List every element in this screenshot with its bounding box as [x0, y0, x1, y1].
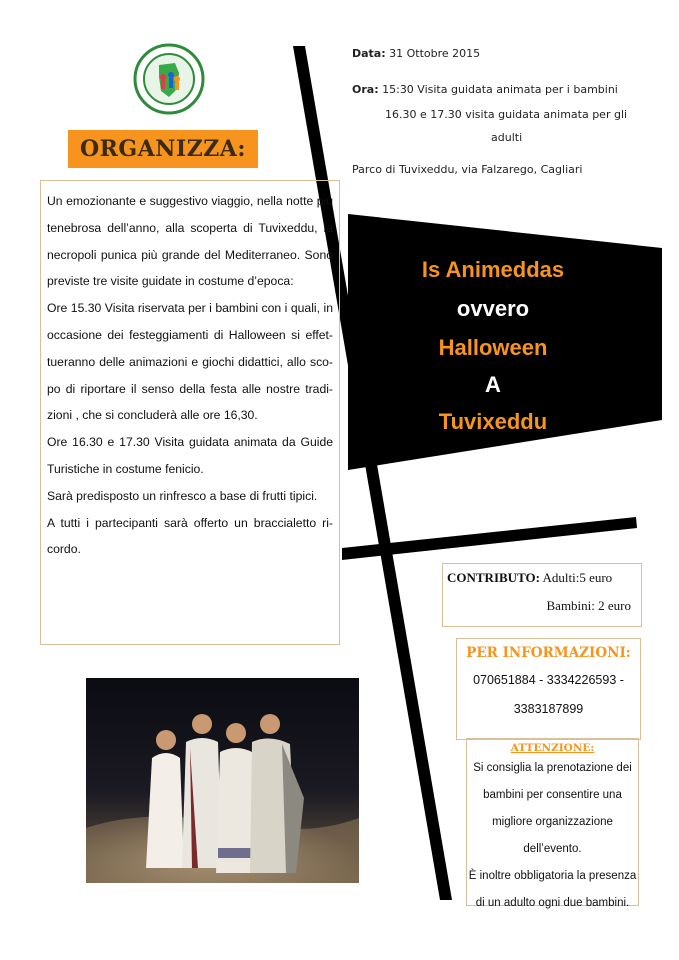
title-line-4: A: [485, 372, 501, 397]
intro-paragraph: Ore 15.30 Visita riservata per i bambini con i quali, in occasione dei festeggiamenti di Halloween si effet-tueranno delle animazioni e giochi didattici, allo sco-po di riportare il senso della festa alle nostre tradi-zioni , che si concluderà alle ore 16,30.: [47, 301, 333, 423]
attenzione-title: ATTENZIONE:: [510, 742, 595, 754]
event-photo: [86, 678, 359, 883]
attenzione-line: Si consiglia la prenotazione dei: [473, 762, 632, 774]
intro-paragraph: Sarà predisposto un rinfresco a base di frutti tipici.: [47, 488, 318, 503]
date-label: Data:: [352, 47, 386, 60]
association-logo-icon: [133, 43, 205, 115]
contributo-adulti: Adulti:5 euro: [542, 570, 613, 585]
attenzione-box: [466, 738, 639, 909]
intro-paragraph: A tutti i partecipanti sarà offerto un braccialetto ri-cordo.: [47, 515, 333, 557]
logo: [133, 43, 205, 115]
attenzione-line: bambini per consentire una: [483, 789, 622, 801]
info-box: [456, 638, 641, 740]
info-phones-1: 070651884 - 3334226593 -: [473, 673, 624, 687]
event-place: Parco di Tuvixeddu, via Falzarego, Cagliari: [352, 163, 583, 176]
intro-box: [40, 180, 340, 645]
intro-paragraph: Ore 16.30 e 17.30 Visita guidata animata da Guide Turistiche in costume fenicio.: [47, 435, 333, 476]
attenzione-line: migliore organizzazione dell’evento.: [492, 816, 613, 855]
intro-paragraph: Un emozionante e suggestivo viaggio, nella notte più tenebrosa dell’anno, alla scoperta di Tuvixeddu, la necropoli punica più grande del Mediterraneo. Sono previste tre visite guidate in costume d’epoca:: [47, 194, 333, 289]
attenzione-line: È inoltre obbligatoria la presenza: [468, 870, 637, 882]
date-value: 31 Ottobre 2015: [389, 47, 481, 60]
info-phones-2: 3383187899: [513, 702, 584, 716]
organizza-label: ORGANIZZA:: [68, 130, 258, 168]
contributo-box: [442, 563, 642, 627]
contributo-bambini: Bambini: 2 euro: [546, 598, 631, 613]
info-title: PER INFORMAZIONI:: [466, 645, 631, 661]
time-line-2: 16.30 e 17.30 visita guidata animata per gli: [385, 108, 628, 121]
title-line-5: Tuvixeddu: [438, 409, 548, 434]
event-time: [352, 83, 618, 96]
time-label: Ora:: [352, 83, 379, 96]
contributo-label: CONTRIBUTO:: [447, 570, 540, 585]
time-line-3: adulti: [491, 131, 523, 144]
time-line-1: 15:30 Visita guidata animata per i bambini: [382, 83, 618, 96]
title-line-1: Is Animeddas: [421, 257, 565, 282]
costumed-guides-photo: [86, 678, 359, 883]
event-date: [352, 47, 480, 60]
title-line-2: ovvero: [456, 296, 530, 321]
attenzione-line: di un adulto ogni due bambini.: [475, 897, 630, 909]
title-line-3: Halloween: [438, 335, 548, 360]
